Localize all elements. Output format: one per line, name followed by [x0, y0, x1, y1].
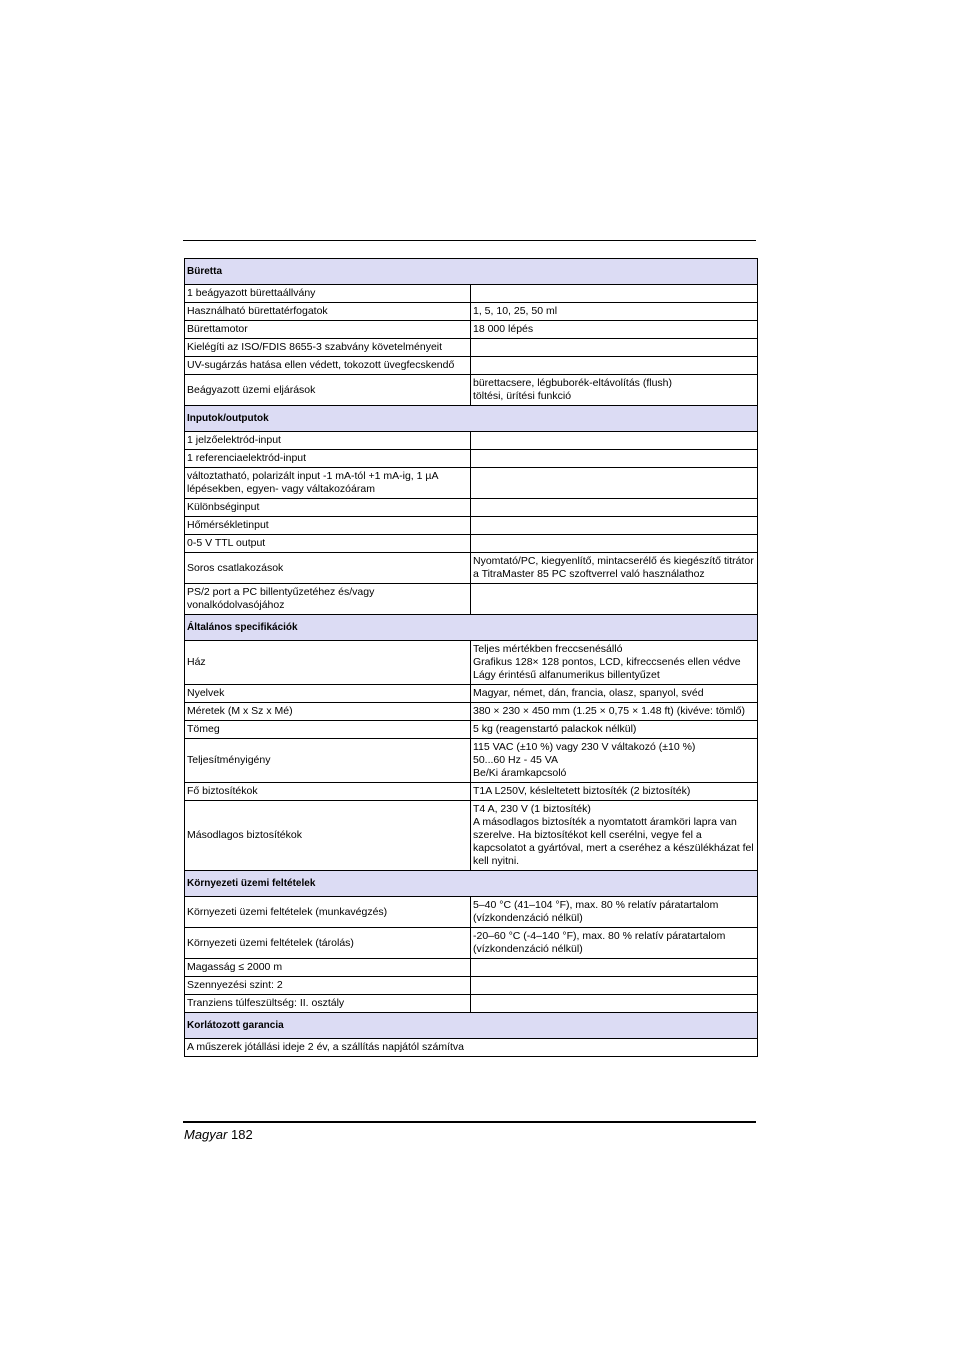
- table-row: [185, 801, 758, 871]
- spec-value-cell: 115 VAC (±10 %) vagy 230 V váltakozó (±10 %) 50...60 Hz - 45 VA Be/Ki áramkapcsoló: [471, 739, 758, 783]
- header-rule: [183, 240, 756, 241]
- table-row: [185, 977, 758, 995]
- footer-language: Magyar: [184, 1127, 228, 1142]
- table-row: [185, 432, 758, 450]
- section-title: Általános specifikációk: [185, 615, 758, 641]
- table-row: [185, 321, 758, 339]
- spec-value-cell: 1, 5, 10, 25, 50 ml: [471, 303, 758, 321]
- spec-label-cell: UV-sugárzás hatása ellen védett, tokozott üvegfecskendő: [185, 357, 471, 375]
- spec-label-cell: Nyelvek: [185, 685, 471, 703]
- spec-label-cell: PS/2 port a PC billentyűzetéhez és/vagy vonalkódolvasójához: [185, 584, 471, 615]
- section-header-row: [185, 871, 758, 897]
- table-row: [185, 535, 758, 553]
- table-row: [185, 721, 758, 739]
- spec-value-cell: [471, 285, 758, 303]
- spec-label-cell: 0-5 V TTL output: [185, 535, 471, 553]
- spec-full-width-cell: A műszerek jótállási ideje 2 év, a szállítás napjától számítva: [185, 1039, 758, 1057]
- spec-label-cell: Különbséginput: [185, 499, 471, 517]
- table-row: [185, 783, 758, 801]
- spec-label-cell: Teljesítményigény: [185, 739, 471, 783]
- table-row: [185, 468, 758, 499]
- spec-label-cell: Bürettamotor: [185, 321, 471, 339]
- spec-label-cell: Tranziens túlfeszültség: II. osztály: [185, 995, 471, 1013]
- table-row: [185, 995, 758, 1013]
- spec-value-cell: 380 × 230 × 450 mm (1.25 × 0,75 × 1.48 ft) (kivéve: tömlő): [471, 703, 758, 721]
- section-title: Inputok/outputok: [185, 406, 758, 432]
- spec-value-cell: T4 A, 230 V (1 biztosíték) A másodlagos biztosíték a nyomtatott áramköri lapra van szerelve. Ha biztosítékot kell cserélni, vegye fel a kapcsolatot a gyártóval, mert a cseréhez a készülékházat fel kell nyitni.: [471, 801, 758, 871]
- spec-value-cell: [471, 977, 758, 995]
- table-row: [185, 928, 758, 959]
- spec-value-cell: 18 000 lépés: [471, 321, 758, 339]
- spec-value-cell: [471, 584, 758, 615]
- spec-label-cell: Szennyezési szint: 2: [185, 977, 471, 995]
- spec-label-cell: Méretek (M x Sz x Mé): [185, 703, 471, 721]
- spec-label-cell: Hőmérsékletinput: [185, 517, 471, 535]
- table-row: [185, 517, 758, 535]
- spec-label-cell: 1 jelzőelektród-input: [185, 432, 471, 450]
- page-footer: [184, 1127, 253, 1142]
- table-row: [185, 339, 758, 357]
- spec-value-cell: [471, 535, 758, 553]
- spec-label-cell: Fő biztosítékok: [185, 783, 471, 801]
- spec-label-cell: Beágyazott üzemi eljárások: [185, 375, 471, 406]
- spec-label-cell: Magasság ≤ 2000 m: [185, 959, 471, 977]
- footer-page-number: 182: [230, 1127, 253, 1142]
- spec-value-cell: Nyomtató/PC, kiegyenlítő, mintacserélő és kiegészítő titrátor a TitraMaster 85 PC szoftverrel való használathoz: [471, 553, 758, 584]
- spec-value-cell: bürettacsere, légbuborék-eltávolítás (flush) töltési, ürítési funkció: [471, 375, 758, 406]
- spec-label-cell: Környezeti üzemi feltételek (munkavégzés): [185, 897, 471, 928]
- footer-rule: [183, 1121, 756, 1123]
- table-row: [185, 641, 758, 685]
- table-row: [185, 959, 758, 977]
- table-row: [185, 303, 758, 321]
- spec-value-cell: [471, 450, 758, 468]
- spec-value-cell: [471, 468, 758, 499]
- spec-label-cell: Ház: [185, 641, 471, 685]
- specifications-table: [184, 258, 758, 1057]
- spec-value-cell: 5–40 °C (41–104 °F), max. 80 % relatív páratartalom (vízkondenzáció nélkül): [471, 897, 758, 928]
- section-title: Környezeti üzemi feltételek: [185, 871, 758, 897]
- spec-label-cell: 1 referenciaelektród-input: [185, 450, 471, 468]
- section-header-row: [185, 406, 758, 432]
- spec-label-cell: Soros csatlakozások: [185, 553, 471, 584]
- table-row: [185, 739, 758, 783]
- spec-label-cell: változtatható, polarizált input -1 mA-tól +1 mA-ig, 1 µA lépésekben, egyen- vagy váltakozóáram: [185, 468, 471, 499]
- table-row: [185, 357, 758, 375]
- table-row: [185, 285, 758, 303]
- table-row: [185, 375, 758, 406]
- section-header-row: [185, 259, 758, 285]
- spec-value-cell: [471, 959, 758, 977]
- section-header-row: [185, 615, 758, 641]
- table-row: [185, 450, 758, 468]
- section-title: Korlátozott garancia: [185, 1013, 758, 1039]
- table-row: [185, 685, 758, 703]
- table-row: [185, 584, 758, 615]
- specifications-table-body: [185, 259, 758, 1057]
- spec-label-cell: Kielégíti az ISO/FDIS 8655-3 szabvány követelményeit: [185, 339, 471, 357]
- table-row: [185, 1039, 758, 1057]
- spec-label-cell: Másodlagos biztosítékok: [185, 801, 471, 871]
- spec-value-cell: 5 kg (reagenstartó palackok nélkül): [471, 721, 758, 739]
- spec-label-cell: 1 beágyazott bürettaállvány: [185, 285, 471, 303]
- table-row: [185, 499, 758, 517]
- spec-value-cell: Teljes mértékben freccsenésálló Grafikus 128× 128 pontos, LCD, kifreccsenés ellen védve Lágy érintésű alfanumerikus billentyűzet: [471, 641, 758, 685]
- spec-value-cell: [471, 517, 758, 535]
- spec-label-cell: Környezeti üzemi feltételek (tárolás): [185, 928, 471, 959]
- table-row: [185, 703, 758, 721]
- table-row: [185, 897, 758, 928]
- spec-value-cell: [471, 432, 758, 450]
- section-title: Bürettа: [185, 259, 758, 285]
- spec-value-cell: T1A L250V, késleltetett biztosíték (2 biztosíték): [471, 783, 758, 801]
- table-row: [185, 553, 758, 584]
- spec-value-cell: -20–60 °C (-4–140 °F), max. 80 % relatív páratartalom (vízkondenzáció nélkül): [471, 928, 758, 959]
- spec-value-cell: [471, 995, 758, 1013]
- section-header-row: [185, 1013, 758, 1039]
- spec-value-cell: Magyar, német, dán, francia, olasz, spanyol, svéd: [471, 685, 758, 703]
- spec-value-cell: [471, 339, 758, 357]
- spec-value-cell: [471, 357, 758, 375]
- spec-label-cell: Használható bürettatérfogatok: [185, 303, 471, 321]
- spec-value-cell: [471, 499, 758, 517]
- spec-label-cell: Tömeg: [185, 721, 471, 739]
